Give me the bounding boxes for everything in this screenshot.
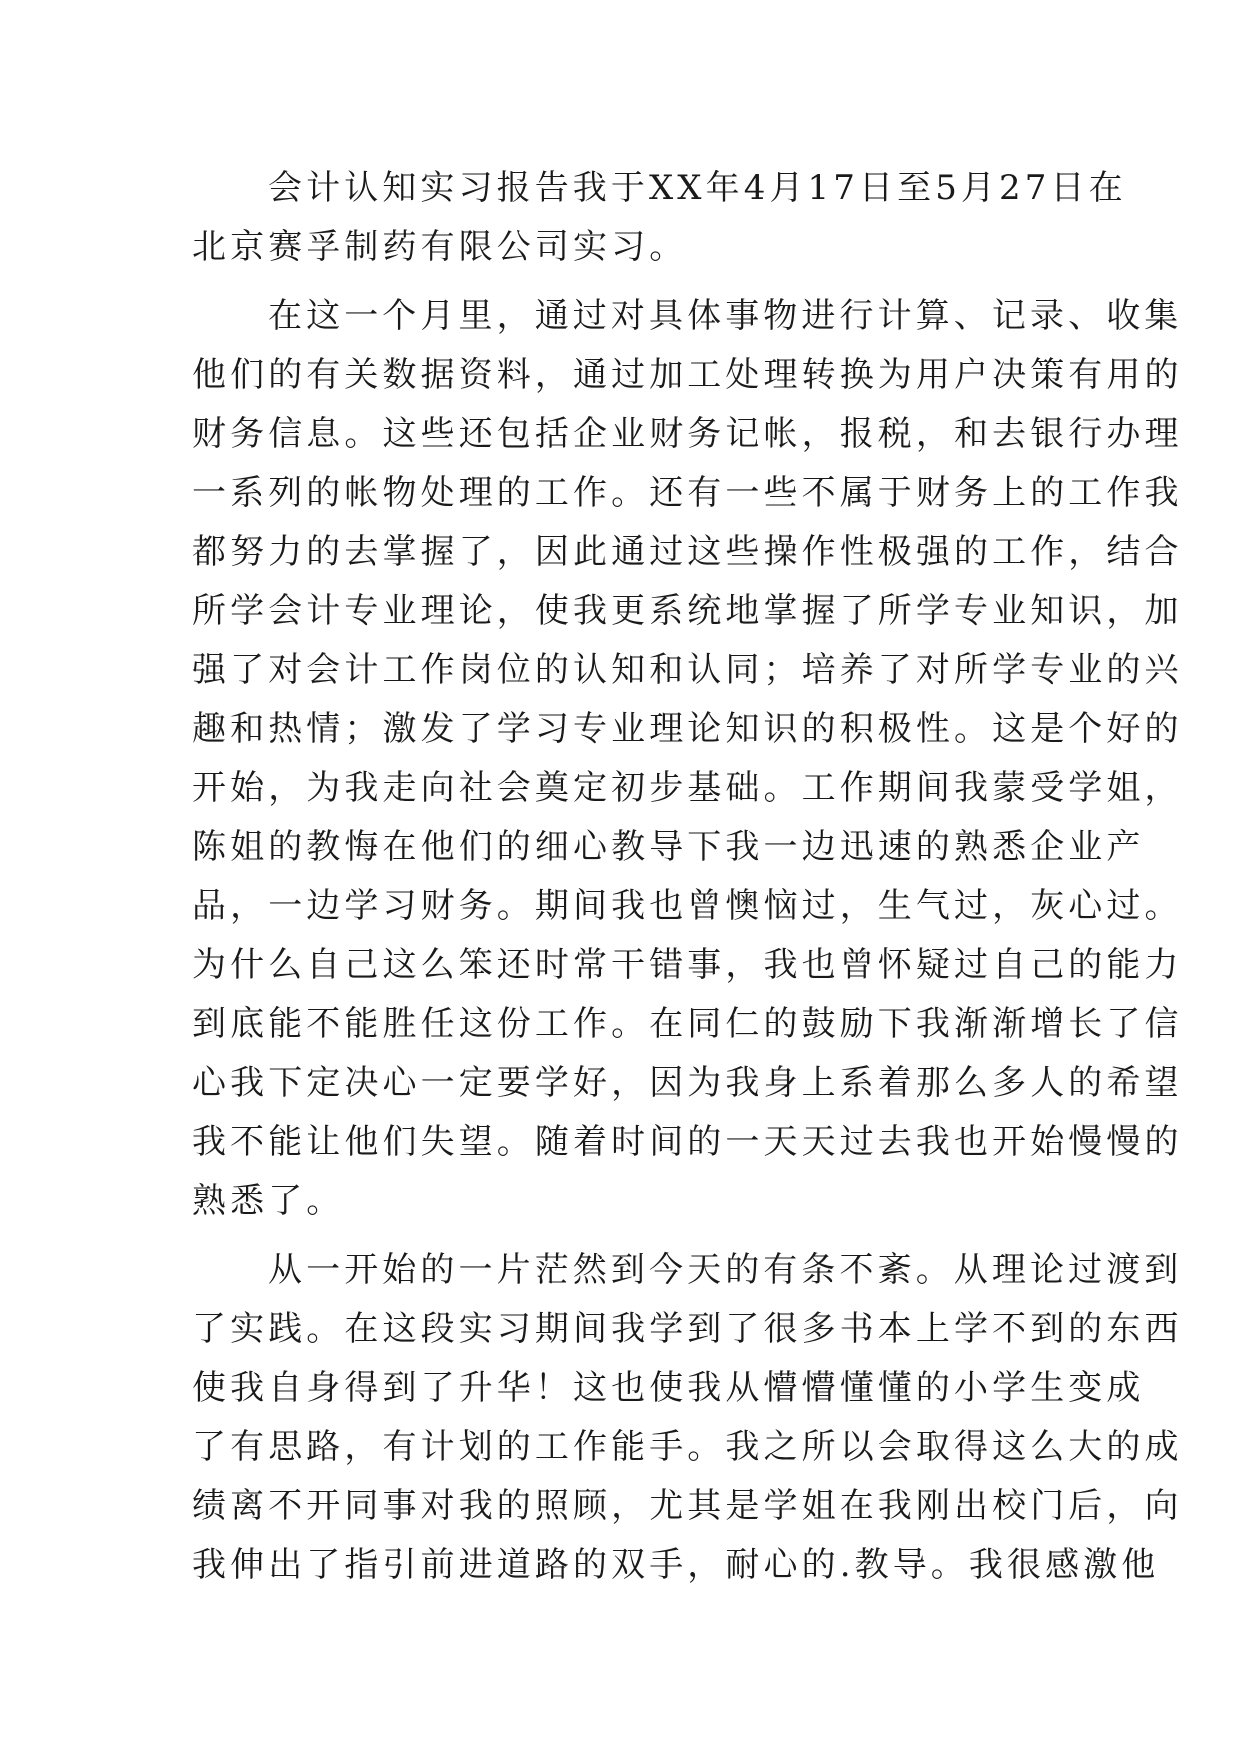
paragraph — [192, 287, 1183, 1231]
text-line: 绩离不开同事对我的照顾，尤其是学姐在我刚出校门后，向 — [192, 1486, 1183, 1526]
text-line: 心我下定决心一定要学好，因为我身上系着那么多人的希望 — [192, 1063, 1183, 1103]
text-line: 强了对会计工作岗位的认知和认同；培养了对所学专业的兴 — [192, 650, 1183, 690]
text-line: 从一开始的一片茫然到今天的有条不紊。从理论过渡到 — [268, 1250, 1183, 1290]
text-line: 一系列的帐物处理的工作。还有一些不属于财务上的工作我 — [192, 473, 1183, 513]
text-line: 趣和热情；激发了学习专业理论知识的积极性。这是个好的 — [192, 709, 1183, 749]
text-line: 都努力的去掌握了，因此通过这些操作性极强的工作，结合 — [192, 532, 1183, 572]
text-line: 了有思路，有计划的工作能手。我之所以会取得这么大的成 — [192, 1427, 1183, 1467]
text-line: 北京赛孚制药有限公司实习。 — [192, 227, 688, 267]
text-line: 了实践。在这段实习期间我学到了很多书本上学不到的东西 — [192, 1309, 1183, 1349]
text-line: 到底能不能胜任这份工作。在同仁的鼓励下我渐渐增长了信 — [192, 1004, 1183, 1044]
text-line: 开始，为我走向社会奠定初步基础。工作期间我蒙受学姐， — [192, 768, 1183, 808]
text-line: 陈姐的教悔在他们的细心教导下我一边迅速的熟悉企业产 — [192, 827, 1145, 867]
text-line: 财务信息。这些还包括企业财务记帐，报税，和去银行办理 — [192, 414, 1183, 454]
text-line: 会计认知实习报告我于XX年4月17日至5月27日在 — [268, 168, 1127, 208]
text-line: 在这一个月里，通过对具体事物进行计算、记录、收集 — [268, 296, 1183, 336]
text-line: 我不能让他们失望。随着时间的一天天过去我也开始慢慢的 — [192, 1122, 1183, 1162]
text-line: 我伸出了指引前进道路的双手，耐心的.教导。我很感激他 — [192, 1545, 1160, 1585]
text-line: 所学会计专业理论，使我更系统地掌握了所学专业知识，加 — [192, 591, 1183, 631]
text-line: 他们的有关数据资料，通过加工处理转换为用户决策有用的 — [192, 355, 1183, 395]
paragraph — [192, 159, 1127, 277]
text-line: 为什么自己这么笨还时常干错事，我也曾怀疑过自己的能力 — [192, 945, 1183, 985]
document-body — [192, 159, 1183, 1595]
text-line: 熟悉了。 — [192, 1181, 345, 1221]
text-line: 品，一边学习财务。期间我也曾懊恼过，生气过，灰心过。 — [192, 886, 1183, 926]
paragraph — [192, 1241, 1183, 1595]
text-line: 使我自身得到了升华！这也使我从懵懵懂懂的小学生变成 — [192, 1368, 1145, 1408]
